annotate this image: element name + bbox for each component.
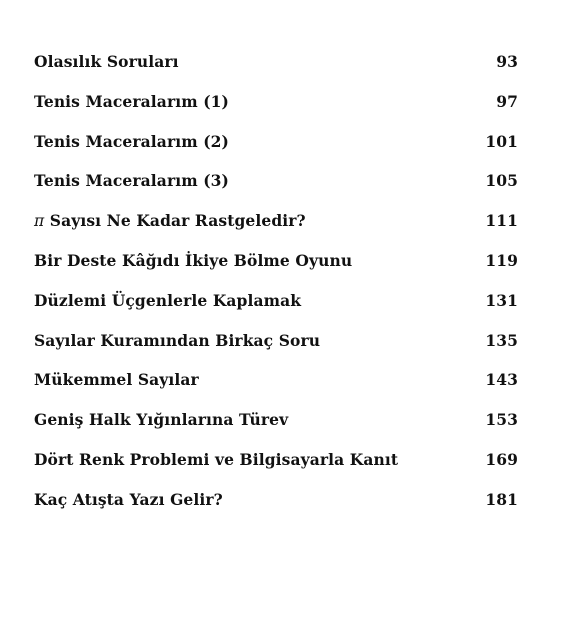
toc-entry-title: Sayılar Kuramından Birkaç Soru <box>34 330 321 350</box>
toc-entry-page: 111 <box>485 211 518 231</box>
toc-entry <box>34 251 518 291</box>
toc-entry <box>34 92 518 132</box>
toc-entry-page: 143 <box>485 370 518 390</box>
toc-entry-title: Tenis Maceralarım (3) <box>34 171 229 191</box>
toc-entry <box>34 370 518 410</box>
toc-entry <box>34 132 518 172</box>
toc-entry <box>34 291 518 331</box>
toc-entry <box>34 171 518 211</box>
toc-entry-title: Düzlemi Üçgenlerle Kaplamak <box>34 290 302 310</box>
toc-entry-title: Bir Deste Kâğıdı İkiye Bölme Oyunu <box>34 250 353 270</box>
toc-entry-page: 101 <box>485 131 518 151</box>
pi-symbol: π <box>34 212 45 231</box>
toc-entry-page: 97 <box>496 91 518 111</box>
toc-entry-title: Olasılık Soruları <box>34 52 179 71</box>
toc-entry-page: 119 <box>485 250 518 270</box>
toc-entry-page: 93 <box>496 52 518 71</box>
toc-entry <box>34 331 518 371</box>
toc-entry-title <box>34 211 306 230</box>
toc-entry <box>34 410 518 450</box>
toc-entry <box>34 52 518 92</box>
toc-entry-page: 105 <box>485 171 518 191</box>
toc-entry <box>34 490 518 530</box>
toc-entry-page: 181 <box>485 489 518 509</box>
table-of-contents <box>34 52 518 530</box>
toc-entry-title: Dört Renk Problemi ve Bilgisayarla Kanıt <box>34 449 399 469</box>
toc-entry-page: 131 <box>485 290 518 310</box>
toc-entry-title: Mükemmel Sayılar <box>34 370 199 390</box>
toc-entry-title: Tenis Maceralarım (1) <box>34 91 229 111</box>
toc-entry-title: Kaç Atışta Yazı Gelir? <box>34 489 223 509</box>
toc-entry-page: 135 <box>485 330 518 350</box>
toc-entry-title: Geniş Halk Yığınlarına Türev <box>34 410 289 430</box>
toc-entry-title-text: Sayısı Ne Kadar Rastgeledir? <box>44 211 306 231</box>
toc-entry-title: Tenis Maceralarım (2) <box>34 131 229 151</box>
toc-entry <box>34 450 518 490</box>
toc-entry <box>34 211 518 251</box>
toc-entry-page: 169 <box>485 449 518 469</box>
toc-entry-page: 153 <box>485 410 518 430</box>
